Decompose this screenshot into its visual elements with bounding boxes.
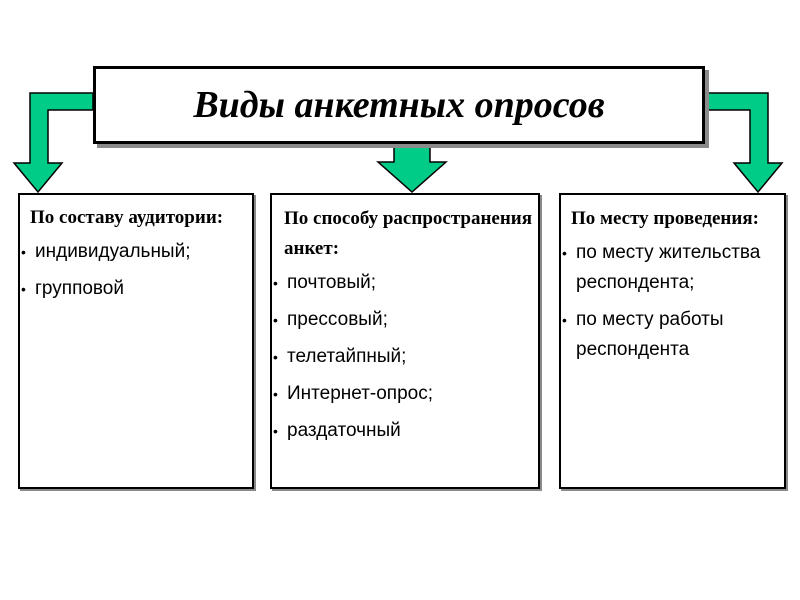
category-box-distribution: [270, 193, 540, 489]
bullet-icon: •: [21, 244, 26, 260]
category-title: По месту проведения:: [571, 208, 759, 229]
bullet-icon: •: [21, 281, 26, 297]
bullet-icon: •: [273, 386, 278, 402]
category-box-location: [559, 193, 786, 489]
bullet-icon: •: [562, 245, 567, 261]
list-item: • групповой: [21, 274, 248, 304]
category-box-audience: [18, 193, 254, 489]
list-item: • по месту жительства респондента;: [562, 238, 780, 298]
arrow-right: [708, 93, 782, 192]
title-box: [93, 66, 705, 144]
bullet-icon: •: [562, 312, 567, 328]
list-item: • почтовый;: [273, 268, 534, 298]
category-list: [273, 268, 534, 446]
list-item: • индивидуальный;: [21, 237, 248, 267]
bullet-icon: •: [273, 423, 278, 439]
list-item: • Интернет-опрос;: [273, 379, 534, 409]
bullet-icon: •: [273, 312, 278, 328]
category-title: По составу аудитории:: [30, 207, 224, 228]
bullet-icon: •: [273, 349, 278, 365]
list-item: • раздаточный: [273, 416, 534, 446]
list-item: • по месту работы респондента: [562, 305, 780, 365]
category-list: [21, 237, 248, 304]
list-item: • прессовый;: [273, 305, 534, 335]
category-list: [562, 238, 780, 365]
list-item: • телетайпный;: [273, 342, 534, 372]
category-title: По способу распространения анкет:: [284, 208, 533, 259]
arrow-left: [14, 93, 93, 192]
arrow-center: [378, 146, 446, 192]
diagram-title: Виды анкетных опросов: [193, 84, 605, 126]
bullet-icon: •: [273, 275, 278, 291]
